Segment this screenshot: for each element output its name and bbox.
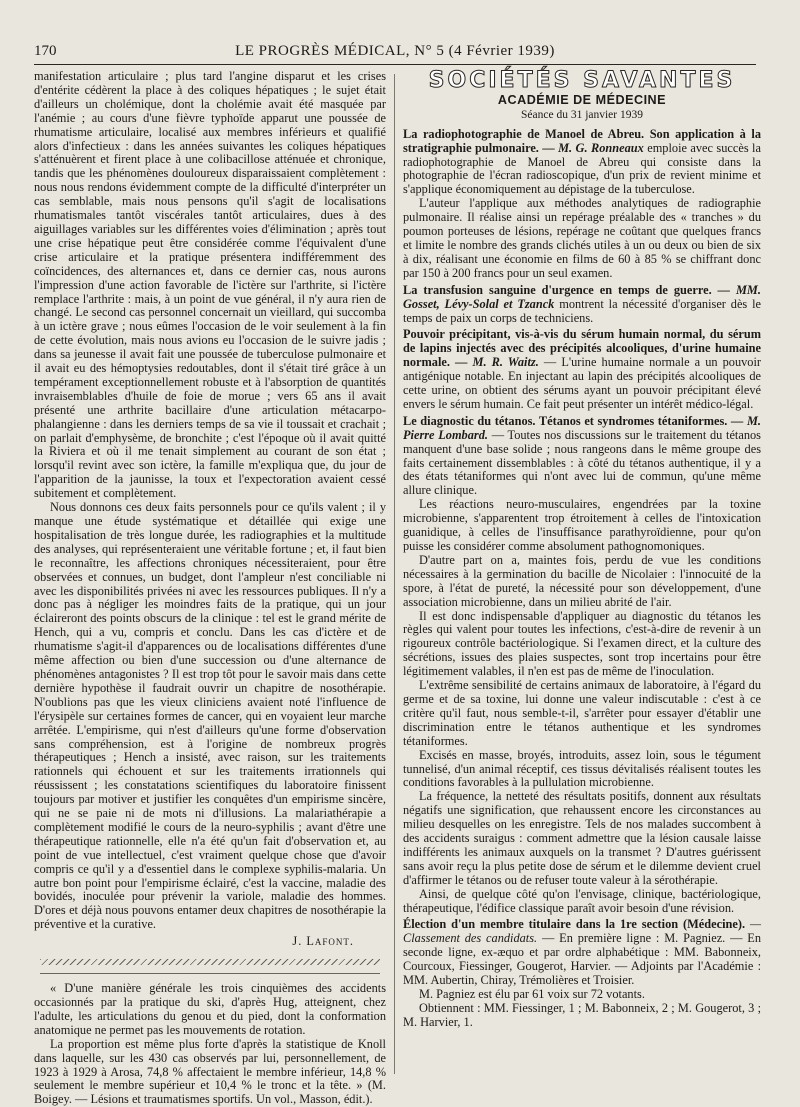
article-paragraph: L'auteur l'applique aux méthodes analytiques de radiographie pulmonaire. Il réalise ainsi un repérage préalable des « tranches » du poumon porteuses de lésions, repérage ne coûtant que quelques francs et limite le nombre des grands clichés utiles à un ou deux ou bien de six à dix, réalisant une économie en films de 60 à 85 % se chiffrant donc par 150 à 200 francs pour un seul examen.: [403, 196, 761, 280]
body-paragraph: Nous donnons ces deux faits personnels pour ce qu'ils valent ; il y manque une étude systématique et détaillée qui exige une hospitalisation de très longue durée, les radiographies et la multitude des analyses, qui représenteraient une véritable fortune ; et, il faut bien le reconnaître, les affections chroniques nécessiteraient, pour être observées et connues, un budget, dont l'ampleur n'est conciliable ni avec les disponibilités privées ni avec les ressources publiques. Il n'y a donc pas à négliger les moindres faits de la pratique, qui un jour éclaireront des points obscurs de la clinique : tel est le grand mérite de Hench, qui a vu, compris et conclu. Dans les cas d'ictère et de rhumatisme s'agit-il d'apparences ou de localisations différentes d'une même affection ou bien d'une succession ou d'une alternance de phénomènes antagonistes ? Il est trop tôt pour le savoir mais dans cette dernière hypothèse il faudrait ouvrir un chapitre de nosothérapie. N'oublions pas que les vieux cliniciens avaient noté l'influence de l'érysipèle sur certaines formes de cancer, qui en voyaient leur marche arrêtée. L'empirisme, qui n'est d'ailleurs qu'une forme d'observation sans compréhension, est à l'origine de nombreux progrès thérapeutiques ; Hench a insisté, avec raison, sur les traitements rationnels qui échouent et sur les traitements irrationnels qui réussissent ; les constatations scientifiques du laboratoire finissent toujours par motiver et justifier les conquêtes d'un empirisme sincère, qui ne se paie ni de mots ni d'illusions. La malariathérapie a complètement modifié le cours de la neuro-syphilis ; avant d'être une thérapeutique rationnelle, elle n'a été qu'un fait d'observation et, au point de vue intellectuel, c'est vraiment quelque chose que d'avoir compris ce qu'il y a d'essentiel dans le complexe syphilis-malaria. Un autre bon point pour l'empirisme éclairé, c'est la vaccine, maladie des bovidés, inoculée pour prévenir la variole, maladie des hommes. D'ores et déjà nous pouvons entamer deux chapitres de nosothérapie la préventive et la curative.: [34, 500, 386, 932]
left-column: [34, 70, 386, 1107]
note-paragraph: La proportion est même plus forte d'après la statistique de Knoll dans laquelle, sur les 430 cas observés par lui, personnellement, de 1923 à 1929 à Arosa, 74,8 % affectaient le membre inférieur, 14,8 % seulement le membre supérieur et 10,4 % le tronc et la tête. » (M. Boigey. — Lésions et traumatismes sportifs. Un vol., Masson, édit.).: [34, 1036, 386, 1107]
article: [403, 328, 761, 411]
right-column: [403, 70, 761, 1030]
session-date: Séance du 31 janvier 1939: [521, 108, 643, 121]
article: [403, 284, 761, 326]
article-heading: Pouvoir précipitant, vis-à-vis du sérum humain normal, du sérum de lapins injectés avec des précipités alcooliques, d'urine humaine normale.: [403, 327, 761, 370]
article: [403, 918, 761, 1029]
article-paragraph: Obtiennent : MM. Fiessinger, 1 ; M. Babonneix, 2 ; M. Gougerot, 3 ; M. Harvier, 1.: [403, 1000, 761, 1029]
academy-heading: ACADÉMIE DE MÉDECINE: [497, 92, 667, 107]
article-author: — M. R. Waitz.: [455, 355, 539, 370]
page-number: 170: [34, 43, 57, 59]
article-heading: La radiophotographie de Manoel de Abreu. Son application à la stratigraphie pulmonaire.: [403, 126, 761, 155]
article-paragraph: D'autre part on a, maintes fois, perdu de vue les conditions nécessaires à la germination du bacille de Nicolaier : l'innocuité de la spore, à l'état de pureté, la nécessité pour son développement, d'une association microbienne, dans un milieu abrité de l'air.: [403, 552, 761, 609]
article-paragraph: Ainsi, de quelque côté qu'on l'envisage, clinique, bactériologique, thérapeutique, l'édifice classique paraît avoir besoin d'une révision.: [403, 886, 761, 915]
article-author: — M. Pierre Lombard.: [403, 413, 761, 442]
separator-rule: [40, 973, 380, 974]
article-paragraph: M. Pagniez est élu par 61 voix sur 72 votants.: [419, 987, 645, 1001]
article-paragraph: L'extrême sensibilité de certains animaux de laboratoire, à l'égard du germe et de sa toxine, lui donne une valeur indiscutable : c'est à ce critère qu'il faut, nous semble-t-il, s'arrêter pour essayer d'établir une discrimination entre le tétanos authentique et les syndromes tétaniformes.: [403, 678, 761, 748]
article-paragraph: La fréquence, la netteté des résultats positifs, donnent aux résultats négatifs une signification, que rehaussent encore les circonstances au milieu desquelles on les enregistre. Tels de nos malades succombent à des accidents suraigus : comment admettre que la lésion causale laisse indifférents les animaux auxquels on la transmet ? D'autres guérissent sans avoir reçu la plus petite dose de sérum et le dilemme devient cruel d'affirmer le tétanos ou de refuser toute valeur à la sérothérapie.: [403, 789, 761, 887]
article-paragraph: Excisés en masse, broyés, introduits, assez loin, sous le tégument tunnelisé, d'un animal réceptif, ces tissus dévitalisés réalisent toutes les conditions favorables à la pullulation microbienne.: [403, 747, 761, 790]
note-paragraph: « D'une manière générale les trois cinquièmes des accidents occasionnés par la pratique du ski, d'après Hug, atteignent, chez l'adulte, les articulations du genou et du pied, dont la conformation anatomique ne permet pas les mouvements de rotation.: [34, 981, 386, 1037]
running-title: LE PROGRÈS MÉDICAL, N° 5 (4 Février 1939): [235, 43, 555, 59]
body-paragraph: manifestation articulaire ; plus tard l'angine disparut et les crises d'entérite cédèrent la place à des coliques hépatiques ; le sujet était d'ailleurs un cholémique, dont la cholémie avait été masquée par l'anémie ; au cours d'une fièvre typhoïde apparut une poussée de rhumatisme articulaire, localisé aux membres inférieurs et qualifié alors d'infectieux : dans les années suivantes les coliques hépatiques s'atténuèrent et firent place à une colibacillose atténuée et chronique, tandis que les phénomènes douloureux disparaissaient complètement : nous nous rendons évidemment compte de la difficulté d'interpréter un cas semblable, mais nous pensons qu'il s'agit de localisations rhumatismales tantôt viscérales tantôt articulaires, dues à des aiguillages variables sur les différentes voies d'élimination ; après tout une crise hépatique peut être considérée comme l'équivalent d'une crise articulaire et la pratique présentera indifféremment des coïncidences, des alternances et, dans ce dernier cas, nous aurons l'impression d'une action favorable de l'ictère sur l'arthrite, si l'ictère remplace l'arthrite : mais, à un point de vue général, il n'y aura rien de changé. Le second cas personnel concernait un vieillard, qui succomba à un ictère grave ; nous eûmes l'occasion de le voir seulement à la fin de cette évolution, mais nous avions eu l'occasion de le suivre jadis ; dans sa jeunesse il avait fait une poussée de tuberculose pulmonaire et il avait eu des hémoptysies redoutables, dont il s'était tiré grâce à un tempérament exceptionnellement robuste et à l'absorption de quantités invraisemblables d'huile de foie de morue ; vers 65 ans il avait présenté une arthrite bacillaire d'une articulation métacarpo-phalangienne : dans les derniers temps de sa vie il toussait et crachait ; on parlait d'emphysème, de bronchite ; c'est l'époque où il avait quitté la Riviera et où il me tenait simplement au courant de son état ; lorsqu'il revint avec son ictère, la famille m'expliqua que, du jour de l'apparition de la jaunisse, la toux et l'expectoration avaient cessé subitement et complètement.: [34, 69, 386, 501]
article-heading: Le diagnostic du tétanos. Tétanos et syndromes tétaniformes.: [403, 413, 728, 428]
article-text: — L'urine humaine normale a un pouvoir antigénique notable. En injectant au lapin des précipités alcooliques de cette urine, on obtient des sérums ayant un pouvoir précipitant élevé envers le sérum humain. Ce fait peut présenter un intérêt médico-légal.: [403, 355, 762, 411]
author-signature: J. Lafont.: [292, 934, 354, 949]
article-author: — Classement des candidats.: [403, 917, 761, 946]
ornamental-separator: [40, 959, 380, 965]
article: [403, 128, 761, 281]
column-divider: [394, 74, 395, 1074]
article: [403, 415, 761, 916]
running-header: [34, 40, 756, 65]
article-heading: La transfusion sanguine d'urgence en temps de guerre.: [403, 282, 712, 297]
article-text: montrent la nécessité d'organiser dès le temps de paix un corps de techniciens.: [403, 296, 761, 325]
article-heading: Élection d'un membre titulaire dans la 1re section (Médecine).: [403, 917, 746, 932]
article-author: — M. G. Ronneaux: [542, 140, 644, 155]
article-text: emploie avec succès la radiophotographie de Manoel de Abreu qui consiste dans la photographie de l'écran radioscopique, d'un prix de revient minime et s'applique économiquement au dépistage de la tuberculose.: [403, 140, 761, 197]
article-author: — MM. Gosset, Lévy-Solal et Tzanck: [403, 282, 761, 311]
article-text: — En première ligne : M. Pagniez. — En seconde ligne, ex-æquo et par ordre alphabétique : MM. Babonneix, Courcoux, Fiessinger, Gougerot, Harvier. — Adjoints par l'Académie : MM. Aubertin, Chiray, Trémolières et Troisier.: [403, 931, 761, 988]
article-paragraph: Il est donc indispensable d'appliquer au diagnostic du tétanos les règles qui valent pour toutes les infections, c'est-à-dire de revenir à un rigoureux contrôle bactériologique. Si l'examen direct, et la culture des sécrétions, issues des plaies suspectes, sont trop incertains pour être légitimement valables, il n'en est pas de même de l'inoculation.: [403, 608, 761, 679]
article-text: — Toutes nos discussions sur le traitement du tétanos manquent d'une base solide ; nous rangeons dans le même groupe des faits certainement dissemblables : à côté du tétanos authentique, il y a des états tétaniformes qui n'ont avec lui de commun, qu'une même allure clinique.: [403, 427, 761, 498]
article-paragraph: Les réactions neuro-musculaires, engendrées par la toxine microbienne, s'apparentent trop étroitement à celles de l'intoxication guanidique, à celles de l'insuffisance parathyroïdienne, pour qu'on puisse les considérer comme absolument pathognomoniques.: [403, 497, 761, 553]
section-title: SOCIÉTÉS SAVANTES: [428, 68, 736, 93]
